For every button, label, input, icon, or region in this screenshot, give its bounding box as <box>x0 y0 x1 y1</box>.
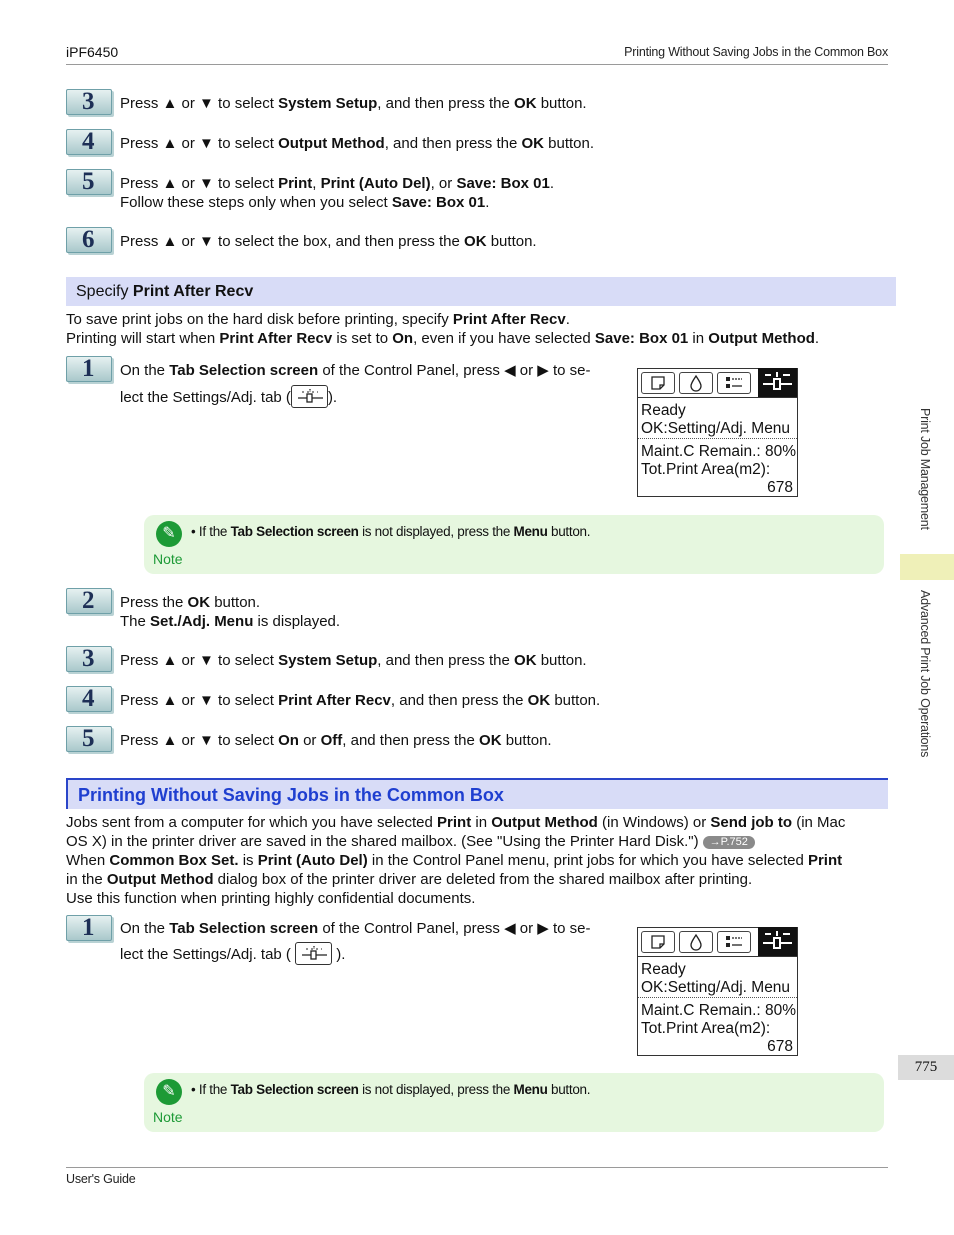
step-text: Press ▲ or ▼ to select Print After Recv, and then press the OK button. <box>120 692 601 709</box>
header-rule <box>66 64 888 65</box>
panel-status: Ready <box>641 961 686 978</box>
paper-tab-icon <box>641 931 675 953</box>
header-section-title: Printing Without Saving Jobs in the Common Box <box>624 45 888 59</box>
step-number: 2 <box>66 588 112 614</box>
side-tab-highlight <box>900 554 954 580</box>
header-model: iPF6450 <box>66 44 119 60</box>
step-text: Press ▲ or ▼ to select System Setup, and then press the OK button. <box>120 652 587 669</box>
page-reference-link[interactable]: →P.752 <box>703 836 755 849</box>
note-label: Note <box>153 551 183 567</box>
step-text: On the Tab Selection screen of the Control Panel, press ◀ or ▶ to se- lect the Settings/Adj. tab ( ). <box>120 362 591 406</box>
note-box <box>144 515 884 574</box>
ink-tab-icon <box>679 372 713 394</box>
note-text: • If the Tab Selection screen is not displayed, press the Menu button. <box>191 1082 591 1097</box>
note-label: Note <box>153 1109 183 1125</box>
panel-divider <box>638 438 797 439</box>
step-text: Press the OK button. The Set./Adj. Menu is displayed. <box>120 594 341 630</box>
paper-tab-icon <box>641 372 675 394</box>
step-text: Press ▲ or ▼ to select Output Method, and then press the OK button. <box>120 135 595 152</box>
step-text: Press ▲ or ▼ to select On or Off, and then press the OK button. <box>120 732 552 749</box>
step-number: 1 <box>66 915 112 941</box>
panel-menu-hint: OK:Setting/Adj. Menu <box>641 420 791 437</box>
settings-adj-tab-icon <box>295 942 332 965</box>
panel-divider <box>638 997 797 998</box>
step-number: 1 <box>66 356 112 382</box>
step-number: 5 <box>66 726 112 752</box>
subheading-specify-print-after-recv: Specify Print After Recv <box>66 277 896 306</box>
footer-rule <box>66 1167 888 1168</box>
step-number: 3 <box>66 89 112 115</box>
panel-menu-hint: OK:Setting/Adj. Menu <box>641 979 791 996</box>
control-panel-display <box>637 927 798 1056</box>
step-number: 4 <box>66 129 112 155</box>
step-text: Press ▲ or ▼ to select Print, Print (Auto Del), or Save: Box 01. Follow these steps only when you select Save: Box 01. <box>120 175 554 211</box>
step-text: Press ▲ or ▼ to select System Setup, and then press the OK button. <box>120 95 587 112</box>
panel-print-area-value: 678 <box>767 479 793 496</box>
ink-tab-icon <box>679 931 713 953</box>
panel-print-area-label: Tot.Print Area(m2): <box>641 461 771 478</box>
section-body: Jobs sent from a computer for which you have selected Print in Output Method (in Windows) or Send job to (in Mac OS X) in the printer driver are saved in the shared mailbox. (See "Using the Printer Hard Disk.") →P.752 When Common Box Set. is Print (Auto Del) in the Control Panel menu, print jobs for which you have selected Print in the Output Method dialog box of the printer driver are deleted from the shared mailbox after printing. Use this function when printing highly confidential documents. <box>66 814 846 907</box>
panel-print-area-value: 678 <box>767 1038 793 1055</box>
side-tab-print-job-management[interactable]: Print Job Management <box>918 408 932 530</box>
panel-tab-bar <box>638 928 797 957</box>
job-tab-icon <box>717 931 751 953</box>
settings-tab-icon-active <box>758 927 797 956</box>
step-number: 4 <box>66 686 112 712</box>
page-number: 775 <box>898 1055 954 1080</box>
panel-status: Ready <box>641 402 686 419</box>
panel-print-area-label: Tot.Print Area(m2): <box>641 1020 771 1037</box>
section-heading: Printing Without Saving Jobs in the Common Box <box>66 778 888 809</box>
note-text: • If the Tab Selection screen is not displayed, press the Menu button. <box>191 524 591 539</box>
panel-maint-remain: Maint.C Remain.: 80% <box>641 443 797 460</box>
pencil-icon: ✎ <box>156 1079 182 1105</box>
settings-tab-icon-active <box>758 368 797 397</box>
pencil-icon: ✎ <box>156 521 182 547</box>
step-number: 5 <box>66 169 112 195</box>
footer-guide-title: User's Guide <box>66 1172 136 1186</box>
panel-maint-remain: Maint.C Remain.: 80% <box>641 1002 797 1019</box>
settings-adj-tab-icon <box>291 385 328 408</box>
side-tab-advanced-operations[interactable]: Advanced Print Job Operations <box>918 590 932 758</box>
note-box <box>144 1073 884 1132</box>
step-text: Press ▲ or ▼ to select the box, and then press the OK button. <box>120 233 537 250</box>
step-number: 6 <box>66 227 112 253</box>
intro-paragraph: To save print jobs on the hard disk before printing, specify Print After Recv. Printing will start when Print After Recv is set to On, even if you have selected Save: Box 01 in Output Method. <box>66 311 820 347</box>
step-text: On the Tab Selection screen of the Control Panel, press ◀ or ▶ to se- lect the Settings/Adj. tab ( ). <box>120 920 591 963</box>
job-tab-icon <box>717 372 751 394</box>
panel-tab-bar <box>638 369 797 398</box>
step-number: 3 <box>66 646 112 672</box>
control-panel-display <box>637 368 798 497</box>
